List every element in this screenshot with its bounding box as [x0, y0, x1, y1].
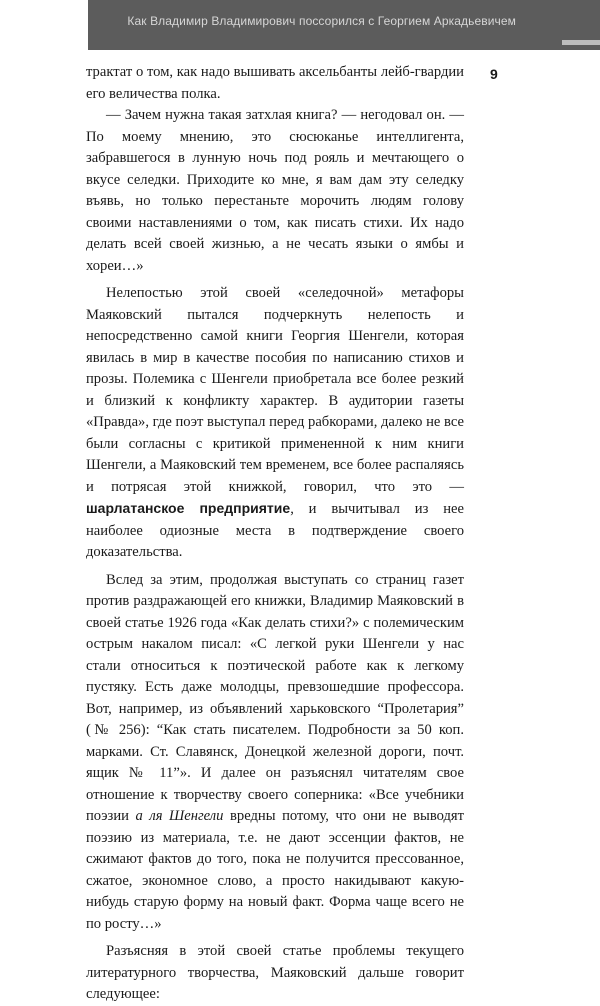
paragraph-3-text-end: , и вычитывал из нее наиболее одиозные места в подтверждение своего доказательства. [86, 501, 464, 560]
page-number: 9 [490, 66, 498, 82]
paragraph-4-text-start: Вслед за этим, продолжая выступать со страниц газет против раздражающей его книжки, Владимир Маяковский в своей статье 1926 года «Как делать стихи?» с полемическим острым накалом писал: «С легкой руки Шенгели у нас стали относиться к поэтической работе как к легкому пустяку. Есть даже молодцы, превзошедшие профессора. Вот, например, из объявлений харьковского “Пролетария” (№ 256): “Как стать писателем. Подробности за 50 коп. марками. Ст. Славянск, Донецкой железной дороги, почт. ящик № 11”». И далее он разъяснял читателям свое отношение к творчеству своего соперника: «Все учебники поэзии [86, 571, 464, 824]
paragraph-2: — Зачем нужна такая затхлая книга? — негодовал он. — По моему мнению, это сюсюканье интеллигента, забравшегося в лунную ночь под рояль и мечтающего о вкусе селедки. Приходите ко мне, я вам дам эту селедку въявь, но только перестаньте морочить людям голову своими наставлениями о том, как писать стихи. Их надо делать всей своей жизнью, а не чесать языки о ямбы и хореи…» [86, 107, 464, 274]
bold-phrase: шарлатанское предприятие [86, 500, 291, 516]
paragraph-4 [86, 570, 464, 936]
running-header-bar [88, 0, 600, 50]
paragraph-1: трактат о том, как надо вышивать аксельбанты лейб-гвардии его величества полка. [86, 64, 464, 102]
running-title: Как Владимир Владимирович поссорился с Георгием Аркадьевичем [127, 14, 516, 28]
body-text [86, 62, 464, 1006]
paragraph-3-text-start: Нелепостью этой своей «селедочной» метафоры Маяковский пытался подчеркнуть нелепость и непосредственно самой книги Георгия Шенгели, которая явилась в мир в качестве пособия по написанию стихов и прозы. Полемика с Шенгели приобретала все более резкий и близкий к конфликту характер. В аудитории газеты «Правда», где поэт выступал перед рабкорами, далеко не все были согласны с критикой примененной к ним книги Шенгели, а Маяковский тем временем, все более распаляясь и потрясая этой книжкой, говорил, что это — [86, 285, 464, 495]
header-rule [562, 40, 600, 45]
paragraph-5: Разъясняя в этой своей статье проблемы текущего литературного творчества, Маяковский дальше говорит следующее: [86, 943, 464, 1002]
paragraph-3 [86, 283, 464, 564]
italic-phrase: а ля Шенгели [135, 808, 224, 824]
paragraph-4-text-end: вредны потому, что они не выводят поэзию из материала, т.е. не дают эссенции фактов, не сжимают фактов до того, пока не получится прессованное, сжатое, экономное слово, а просто накидывают какую-нибудь старую форму на новый факт. Форма чаще всего не по росту…» [86, 808, 465, 932]
